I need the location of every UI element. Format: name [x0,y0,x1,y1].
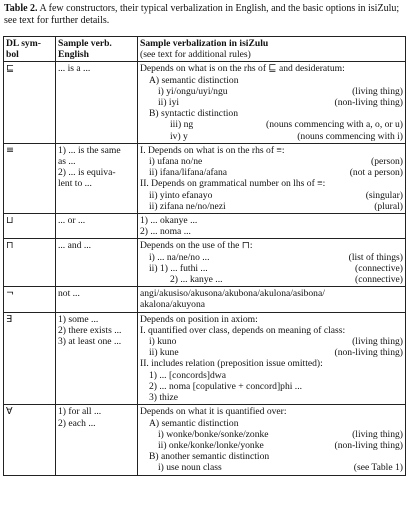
isizulu-form: A) semantic distinction [149,417,239,429]
english-line: 1) ... is the same [58,144,121,156]
isizulu-line [140,325,403,336]
isizulu-note: (nouns commencing with a, o, or u) [266,119,403,131]
isizulu-form: ii) onke/konke/lonke/yonke [158,439,264,451]
table-row [4,287,406,312]
isizulu-form: iii) ng [170,119,194,131]
table-row [4,214,406,239]
header-dl-symbol-line1: DL sym- [6,38,41,49]
isizulu-line [140,178,403,189]
isizulu-note: (list of things) [348,251,403,263]
isizulu-line [140,418,403,429]
table-caption [4,3,404,27]
isizulu-form: II. includes relation (preposition issue omitted): [140,358,323,370]
isizulu-form: i) ... na/ne/no ... [149,251,210,263]
isizulu-form: B) syntactic distinction [149,108,238,120]
isizulu-form: i) kuno [149,336,177,348]
isizulu-cell [138,143,406,213]
header-sample-english [56,37,138,62]
isizulu-note: (non-living thing) [334,347,403,359]
dl-symbol-cell: ⊔ [4,214,56,239]
isizulu-line [140,381,403,392]
english-line: 1) for all ... [58,406,102,418]
isizulu-line [140,131,403,142]
isizulu-line [140,215,403,226]
header-sample-isizulu-line1: Sample verbalization in isiZulu [140,38,269,49]
isizulu-form: I. Depends on what is on the rhs of ≡: [140,144,285,156]
isizulu-form: i) use noun class [158,462,222,474]
caption-text: A few constructors, their typical verbalization in English, and the basic options in isiZulu; see text for further details. [4,3,400,26]
isizulu-form: 2) ... noma ... [140,226,191,238]
isizulu-form: angi/akusiso/akusona/akubona/akulona/asibona/ [140,288,325,300]
isizulu-line [140,75,403,86]
isizulu-note: (plural) [374,200,403,212]
isizulu-line [140,314,403,325]
isizulu-form: akalona/akuyona [140,299,205,311]
isizulu-form: 1) ... okanye ... [140,215,198,227]
isizulu-line [140,86,403,97]
table-row [4,405,406,475]
english-line: as ... [58,156,76,168]
isizulu-line [140,190,403,201]
english-line: ... and ... [58,240,92,252]
sample-english-cell [56,214,138,239]
isizulu-form: i) wonke/bonke/sonke/zonke [158,428,269,440]
isizulu-form: 3) thize [149,392,179,404]
sample-english-cell [56,143,138,213]
isizulu-note: (non-living thing) [334,439,403,451]
sample-english-cell [56,312,138,405]
isizulu-form: Depends on what it is quantified over: [140,406,287,418]
sample-english-cell [56,62,138,143]
isizulu-line [140,451,403,462]
isizulu-line [140,252,403,263]
isizulu-line [140,288,403,299]
isizulu-form: i) ufana no/ne [149,156,203,168]
isizulu-line [140,462,403,473]
dl-symbol-cell: ∃ [4,312,56,405]
table-row [4,62,406,143]
isizulu-form: i) yi/ongu/uyi/ngu [158,85,228,97]
header-sample-isizulu [138,37,406,62]
isizulu-form: iv) y [170,130,188,142]
isizulu-line [140,108,403,119]
isizulu-form: ii) ifana/lifana/afana [149,167,228,179]
isizulu-form: Depends on what is on the rhs of ⊑ and desideratum: [140,63,345,75]
header-sample-english-line1: Sample verb. [58,38,112,49]
isizulu-form: 2) ... noma [copulative + concord]phi ... [149,380,303,392]
sample-english-cell [56,405,138,475]
isizulu-note: (connective) [355,262,403,274]
table-row [4,143,406,213]
isizulu-note: (non-living thing) [334,97,403,109]
isizulu-line [140,429,403,440]
english-line: lent to ... [58,178,92,190]
dl-symbol-cell: ≡ [4,143,56,213]
isizulu-form: Depends on position in axiom: [140,313,258,325]
isizulu-form: ii) kune [149,347,179,359]
english-line: 2) each ... [58,417,96,429]
isizulu-cell [138,287,406,312]
isizulu-form: 1) ... [concords]dwa [149,369,226,381]
isizulu-form: ii) 1) ... futhi ... [149,262,208,274]
isizulu-line [140,263,403,274]
table-row [4,239,406,287]
isizulu-note: (living thing) [352,336,403,348]
isizulu-line [140,145,403,156]
isizulu-cell [138,214,406,239]
isizulu-note: (see Table 1) [353,462,403,474]
isizulu-form: ii) yinto efanayo [149,189,213,201]
isizulu-line [140,156,403,167]
header-sample-isizulu-line2: (see text for additional rules) [140,49,251,61]
isizulu-line [140,336,403,347]
isizulu-line [140,201,403,212]
english-line: 2) there exists ... [58,324,122,336]
isizulu-form: ii) zifana ne/no/nezi [149,200,226,212]
isizulu-line [140,392,403,403]
isizulu-line [140,299,403,310]
isizulu-line [140,274,403,285]
english-line: ... or ... [58,215,86,227]
header-sample-english-line2: English [58,49,89,61]
dl-symbol-cell: ⊑ [4,62,56,143]
isizulu-form: 2) ... kanye ... [170,274,223,286]
dl-symbol-cell: ¬ [4,287,56,312]
isizulu-line [140,240,403,251]
english-line: ... is a ... [58,63,91,75]
isizulu-note: (singular) [365,189,403,201]
isizulu-form: Depends on the use of the ⊓: [140,240,253,252]
isizulu-line [140,226,403,237]
isizulu-cell [138,312,406,405]
isizulu-note: (not a person) [349,167,403,179]
isizulu-line [140,167,403,178]
isizulu-cell [138,239,406,287]
isizulu-line [140,358,403,369]
dl-symbol-cell: ⊓ [4,239,56,287]
isizulu-note: (living thing) [352,85,403,97]
isizulu-cell [138,405,406,475]
table-header-row [4,37,406,62]
isizulu-line [140,347,403,358]
isizulu-line [140,406,403,417]
header-dl-symbol [4,37,56,62]
header-dl-symbol-line2: bol [6,49,19,61]
isizulu-cell [138,62,406,143]
english-line: not ... [58,288,80,300]
isizulu-line [140,440,403,451]
caption-label: Table 2. [4,3,38,14]
isizulu-note: (nouns commencing with i) [297,130,403,142]
isizulu-form: A) semantic distinction [149,74,239,86]
isizulu-form: II. Depends on grammatical number on lhs of ≡: [140,178,326,190]
isizulu-form: ii) iyi [158,97,180,109]
table-row [4,312,406,405]
constructors-table [3,36,406,476]
isizulu-form: I. quantified over class, depends on meaning of class: [140,324,346,336]
isizulu-line [140,97,403,108]
isizulu-note: (connective) [355,274,403,286]
isizulu-note: (living thing) [352,428,403,440]
english-line: 3) at least one ... [58,336,122,348]
isizulu-form: B) another semantic distinction [149,451,270,463]
dl-symbol-cell: ∀ [4,405,56,475]
isizulu-line [140,119,403,130]
english-line: 2) ... is equiva- [58,167,116,179]
english-line: 1) some ... [58,313,99,325]
sample-english-cell [56,287,138,312]
isizulu-note: (person) [371,156,403,168]
sample-english-cell [56,239,138,287]
isizulu-line [140,63,403,74]
isizulu-line [140,370,403,381]
